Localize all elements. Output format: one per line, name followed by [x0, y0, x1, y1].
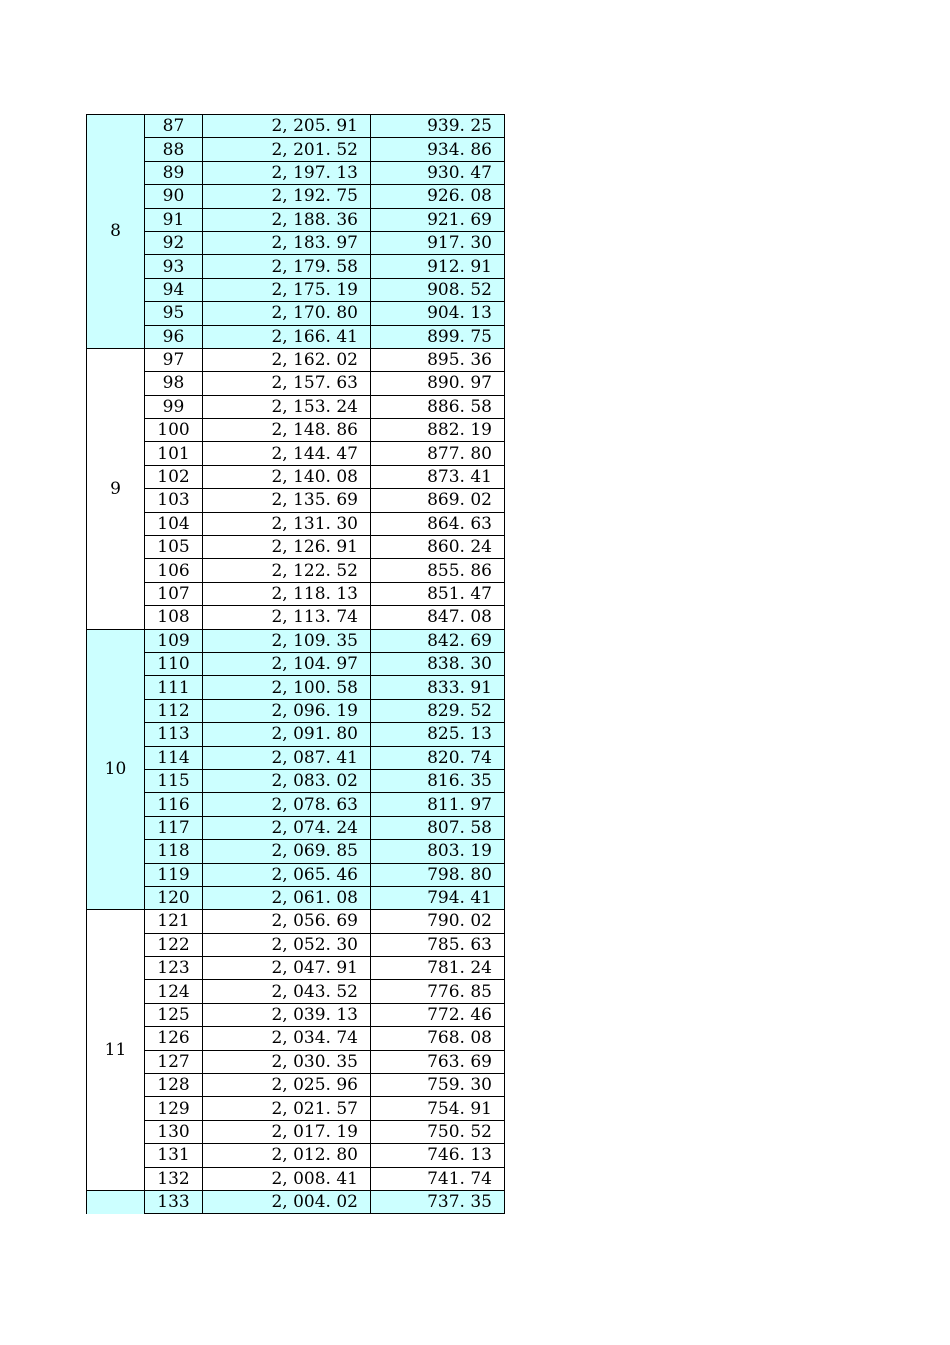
value-b-cell: 939. 25 [371, 115, 505, 138]
group-label-cell: 10 [87, 629, 145, 910]
value-b-cell: 820. 74 [371, 746, 505, 769]
table-row [87, 278, 505, 301]
value-a-cell: 2, 183. 97 [203, 231, 371, 254]
table-row [87, 302, 505, 325]
value-b-cell: 908. 52 [371, 278, 505, 301]
value-b-cell: 934. 86 [371, 138, 505, 161]
value-a-cell: 2, 131. 30 [203, 512, 371, 535]
value-a-cell: 2, 109. 35 [203, 629, 371, 652]
value-a-cell: 2, 166. 41 [203, 325, 371, 348]
row-number-cell: 115 [145, 769, 203, 792]
value-a-cell: 2, 197. 13 [203, 161, 371, 184]
row-number-cell: 88 [145, 138, 203, 161]
value-a-cell: 2, 065. 46 [203, 863, 371, 886]
value-b-cell: 798. 80 [371, 863, 505, 886]
table-row [87, 559, 505, 582]
value-a-cell: 2, 157. 63 [203, 372, 371, 395]
value-a-cell: 2, 078. 63 [203, 793, 371, 816]
value-a-cell: 2, 083. 02 [203, 769, 371, 792]
value-b-cell: 864. 63 [371, 512, 505, 535]
group-label-cell: 11 [87, 910, 145, 1191]
value-a-cell: 2, 025. 96 [203, 1074, 371, 1097]
value-a-cell: 2, 074. 24 [203, 816, 371, 839]
table-row [87, 676, 505, 699]
row-number-cell: 133 [145, 1190, 203, 1213]
row-number-cell: 117 [145, 816, 203, 839]
row-number-cell: 94 [145, 278, 203, 301]
row-number-cell: 91 [145, 208, 203, 231]
value-b-cell: 833. 91 [371, 676, 505, 699]
value-b-cell: 829. 52 [371, 699, 505, 722]
value-b-cell: 790. 02 [371, 910, 505, 933]
value-a-cell: 2, 069. 85 [203, 840, 371, 863]
row-number-cell: 121 [145, 910, 203, 933]
table-row [87, 161, 505, 184]
value-b-cell: 803. 19 [371, 840, 505, 863]
table-row [87, 1050, 505, 1073]
table-row [87, 606, 505, 629]
table-row [87, 395, 505, 418]
table-row [87, 1003, 505, 1026]
table-body [87, 115, 505, 1214]
value-a-cell: 2, 201. 52 [203, 138, 371, 161]
group-label-cell: 9 [87, 348, 145, 629]
row-number-cell: 95 [145, 302, 203, 325]
value-a-cell: 2, 144. 47 [203, 442, 371, 465]
row-number-cell: 107 [145, 582, 203, 605]
table-row [87, 138, 505, 161]
row-number-cell: 111 [145, 676, 203, 699]
row-number-cell: 106 [145, 559, 203, 582]
table-row [87, 746, 505, 769]
value-a-cell: 2, 118. 13 [203, 582, 371, 605]
table-row [87, 465, 505, 488]
row-number-cell: 113 [145, 723, 203, 746]
value-a-cell: 2, 008. 41 [203, 1167, 371, 1190]
table-row [87, 1074, 505, 1097]
value-a-cell: 2, 122. 52 [203, 559, 371, 582]
value-b-cell: 776. 85 [371, 980, 505, 1003]
value-a-cell: 2, 179. 58 [203, 255, 371, 278]
value-b-cell: 811. 97 [371, 793, 505, 816]
table-row [87, 208, 505, 231]
value-a-cell: 2, 004. 02 [203, 1190, 371, 1213]
row-number-cell: 108 [145, 606, 203, 629]
value-a-cell: 2, 205. 91 [203, 115, 371, 138]
row-number-cell: 109 [145, 629, 203, 652]
row-number-cell: 92 [145, 231, 203, 254]
value-a-cell: 2, 188. 36 [203, 208, 371, 231]
row-number-cell: 101 [145, 442, 203, 465]
row-number-cell: 123 [145, 957, 203, 980]
value-a-cell: 2, 052. 30 [203, 933, 371, 956]
row-number-cell: 97 [145, 348, 203, 371]
value-b-cell: 895. 36 [371, 348, 505, 371]
row-number-cell: 90 [145, 185, 203, 208]
value-b-cell: 772. 46 [371, 1003, 505, 1026]
row-number-cell: 128 [145, 1074, 203, 1097]
table-row [87, 1144, 505, 1167]
value-b-cell: 838. 30 [371, 652, 505, 675]
row-number-cell: 129 [145, 1097, 203, 1120]
value-b-cell: 912. 91 [371, 255, 505, 278]
value-b-cell: 741. 74 [371, 1167, 505, 1190]
value-b-cell: 763. 69 [371, 1050, 505, 1073]
table-row [87, 723, 505, 746]
row-number-cell: 132 [145, 1167, 203, 1190]
row-number-cell: 110 [145, 652, 203, 675]
data-table [86, 114, 505, 1214]
row-number-cell: 127 [145, 1050, 203, 1073]
row-number-cell: 104 [145, 512, 203, 535]
table-row [87, 489, 505, 512]
value-b-cell: 882. 19 [371, 419, 505, 442]
value-a-cell: 2, 087. 41 [203, 746, 371, 769]
table-row [87, 933, 505, 956]
value-a-cell: 2, 021. 57 [203, 1097, 371, 1120]
row-number-cell: 126 [145, 1027, 203, 1050]
row-number-cell: 118 [145, 840, 203, 863]
value-a-cell: 2, 153. 24 [203, 395, 371, 418]
value-a-cell: 2, 192. 75 [203, 185, 371, 208]
table-row [87, 348, 505, 371]
row-number-cell: 130 [145, 1120, 203, 1143]
value-a-cell: 2, 043. 52 [203, 980, 371, 1003]
table-row [87, 957, 505, 980]
value-b-cell: 899. 75 [371, 325, 505, 348]
table-row [87, 840, 505, 863]
table-row [87, 1120, 505, 1143]
table-row [87, 1027, 505, 1050]
table-row [87, 582, 505, 605]
table-row [87, 512, 505, 535]
value-a-cell: 2, 034. 74 [203, 1027, 371, 1050]
row-number-cell: 119 [145, 863, 203, 886]
value-b-cell: 873. 41 [371, 465, 505, 488]
value-b-cell: 807. 58 [371, 816, 505, 839]
table-row [87, 372, 505, 395]
table-row [87, 115, 505, 138]
value-a-cell: 2, 061. 08 [203, 886, 371, 909]
value-b-cell: 768. 08 [371, 1027, 505, 1050]
row-number-cell: 98 [145, 372, 203, 395]
table-row [87, 1097, 505, 1120]
value-a-cell: 2, 039. 13 [203, 1003, 371, 1026]
value-b-cell: 781. 24 [371, 957, 505, 980]
row-number-cell: 87 [145, 115, 203, 138]
table-row [87, 629, 505, 652]
row-number-cell: 105 [145, 536, 203, 559]
table-row [87, 536, 505, 559]
table-row [87, 816, 505, 839]
value-a-cell: 2, 175. 19 [203, 278, 371, 301]
row-number-cell: 120 [145, 886, 203, 909]
value-b-cell: 847. 08 [371, 606, 505, 629]
row-number-cell: 124 [145, 980, 203, 1003]
value-a-cell: 2, 104. 97 [203, 652, 371, 675]
table-row [87, 1167, 505, 1190]
value-a-cell: 2, 047. 91 [203, 957, 371, 980]
value-a-cell: 2, 162. 02 [203, 348, 371, 371]
value-b-cell: 855. 86 [371, 559, 505, 582]
value-b-cell: 886. 58 [371, 395, 505, 418]
value-b-cell: 904. 13 [371, 302, 505, 325]
row-number-cell: 100 [145, 419, 203, 442]
row-number-cell: 122 [145, 933, 203, 956]
value-a-cell: 2, 135. 69 [203, 489, 371, 512]
row-number-cell: 112 [145, 699, 203, 722]
value-b-cell: 851. 47 [371, 582, 505, 605]
value-a-cell: 2, 100. 58 [203, 676, 371, 699]
value-b-cell: 860. 24 [371, 536, 505, 559]
value-b-cell: 877. 80 [371, 442, 505, 465]
value-a-cell: 2, 140. 08 [203, 465, 371, 488]
row-number-cell: 93 [145, 255, 203, 278]
value-b-cell: 754. 91 [371, 1097, 505, 1120]
group-label-cell [87, 1190, 145, 1213]
value-a-cell: 2, 170. 80 [203, 302, 371, 325]
row-number-cell: 103 [145, 489, 203, 512]
row-number-cell: 125 [145, 1003, 203, 1026]
value-a-cell: 2, 056. 69 [203, 910, 371, 933]
row-number-cell: 89 [145, 161, 203, 184]
group-label-cell: 8 [87, 115, 145, 349]
table-row [87, 769, 505, 792]
value-b-cell: 842. 69 [371, 629, 505, 652]
value-a-cell: 2, 017. 19 [203, 1120, 371, 1143]
value-a-cell: 2, 126. 91 [203, 536, 371, 559]
table-row [87, 442, 505, 465]
value-b-cell: 750. 52 [371, 1120, 505, 1143]
value-a-cell: 2, 096. 19 [203, 699, 371, 722]
row-number-cell: 102 [145, 465, 203, 488]
row-number-cell: 96 [145, 325, 203, 348]
value-b-cell: 794. 41 [371, 886, 505, 909]
table-row [87, 699, 505, 722]
value-b-cell: 890. 97 [371, 372, 505, 395]
row-number-cell: 114 [145, 746, 203, 769]
table-row [87, 255, 505, 278]
row-number-cell: 131 [145, 1144, 203, 1167]
value-b-cell: 746. 13 [371, 1144, 505, 1167]
table-row [87, 185, 505, 208]
table-row [87, 652, 505, 675]
row-number-cell: 99 [145, 395, 203, 418]
value-b-cell: 926. 08 [371, 185, 505, 208]
value-b-cell: 869. 02 [371, 489, 505, 512]
table-row [87, 793, 505, 816]
value-b-cell: 816. 35 [371, 769, 505, 792]
value-a-cell: 2, 030. 35 [203, 1050, 371, 1073]
value-b-cell: 930. 47 [371, 161, 505, 184]
table-row [87, 231, 505, 254]
value-a-cell: 2, 012. 80 [203, 1144, 371, 1167]
value-a-cell: 2, 113. 74 [203, 606, 371, 629]
table-row [87, 863, 505, 886]
value-a-cell: 2, 148. 86 [203, 419, 371, 442]
table-row [87, 980, 505, 1003]
table-row [87, 1190, 505, 1213]
value-b-cell: 737. 35 [371, 1190, 505, 1213]
table-row [87, 910, 505, 933]
value-b-cell: 825. 13 [371, 723, 505, 746]
value-b-cell: 917. 30 [371, 231, 505, 254]
value-b-cell: 759. 30 [371, 1074, 505, 1097]
table-row [87, 325, 505, 348]
value-b-cell: 921. 69 [371, 208, 505, 231]
table-row [87, 886, 505, 909]
value-a-cell: 2, 091. 80 [203, 723, 371, 746]
table-row [87, 419, 505, 442]
row-number-cell: 116 [145, 793, 203, 816]
value-b-cell: 785. 63 [371, 933, 505, 956]
